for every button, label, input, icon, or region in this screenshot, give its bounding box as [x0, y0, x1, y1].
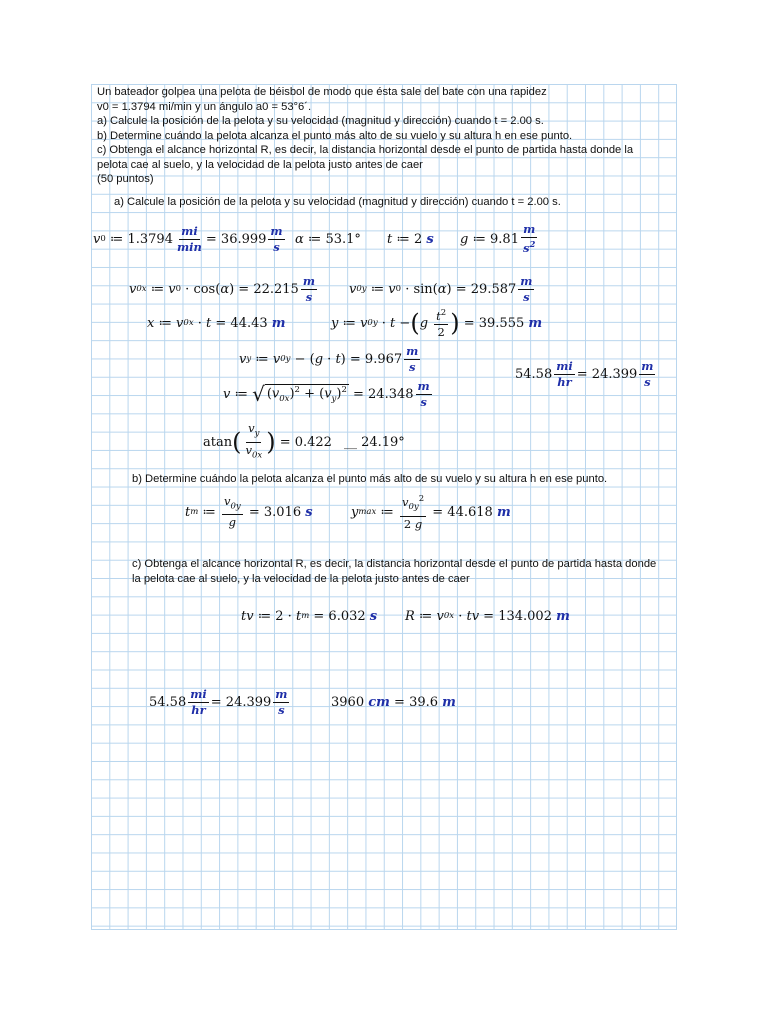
eq-v0: v 0 ≔ 1.3794 mi min = 36.999 m s	[93, 223, 283, 254]
eq-vy: v y ≔ v 0y − ( g · t ) = 9.967 m s	[239, 343, 419, 374]
problem-line-5: c) Obtenga el alcance horizontal R, es decir, la distancia horizontal desde el punto de partida hasta donde la	[97, 144, 634, 156]
eq-tv: tv ≔ 2 · t m = 6.032 s	[241, 608, 378, 624]
problem-line-7: (50 puntos)	[97, 173, 154, 185]
eq-t: t ≔ 2 s	[387, 231, 434, 247]
eq-x: x ≔ v 0x · t = 44.43 m	[147, 315, 286, 331]
problem-line-6: pelota cae al suelo, y la velocidad de la pelota justo antes de caer	[97, 158, 423, 171]
eq-y: y ≔ v 0y · t − ( g $t^2$ 2 ) = 39.555 m	[331, 308, 543, 339]
part-a-heading: a) Calcule la posición de la pelota y su velocidad (magnitud y dirección) cuando t = 2.00 s.	[114, 196, 561, 208]
eq-v0y: v 0y ≔ v 0 · sin ( α ) = 29.587 m s	[349, 273, 533, 304]
problem-line-4: b) Determine cuándo la pelota alcanza el punto más alto de su vuelo y su altura h en ese punto.	[97, 129, 573, 142]
eq-tm: t m ≔ $v_{0y}$ g = 3.016 s	[185, 493, 313, 530]
eq-ymax: y max ≔ $v_{0y}^2$ 2 g = 44.618 m	[351, 494, 511, 531]
eq-v0x: v 0x ≔ v 0 · cos ( α ) = 22.215 m s	[129, 273, 316, 304]
eq-cm-conversion: 3960 cm = 39.6 m	[331, 694, 456, 710]
worksheet	[91, 84, 677, 930]
eq-v-magnitude: v ≔ √ $(v_{0x})^2 + (v_y)^2$ = 24.348 m s	[223, 378, 430, 409]
problem-line-1: Un bateador golpea una pelota de béisbol de modo que ésta sale del bate con una rapidez	[97, 86, 547, 98]
problem-line-2: v0 = 1.3794 mi/min y un ángulo a0 = 53°6´.	[97, 100, 312, 113]
eq-atan: atan ( $v_y$ $v_{0x}$ ) = 0.422 __ 24.19°	[203, 421, 405, 460]
part-b-heading: b) Determine cuándo la pelota alcanza el punto más alto de su vuelo y su altura h en ese punto.	[132, 473, 608, 485]
eq-g: g ≔ 9.81 m $s^2$	[460, 222, 536, 255]
eq-R: R ≔ v 0x · tv = 134.002 m	[405, 608, 570, 624]
eq-speed-conversion-a: 54.58 mi hr = 24.399 m s	[515, 358, 654, 389]
eq-speed-conversion-c: 54.58 mi hr = 24.399 m s	[149, 686, 288, 717]
problem-line-3: a) Calcule la posición de la pelota y su velocidad (magnitud y dirección) cuando t = 2.00 s.	[97, 115, 544, 127]
part-c-heading-line-1: c) Obtenga el alcance horizontal R, es decir, la distancia horizontal desde el punto de partida hasta donde	[132, 558, 657, 570]
part-c-heading-line-2: la pelota cae al suelo, y la velocidad de la pelota justo antes de caer	[132, 573, 470, 585]
eq-alpha: α ≔ 53.1°	[295, 231, 361, 247]
